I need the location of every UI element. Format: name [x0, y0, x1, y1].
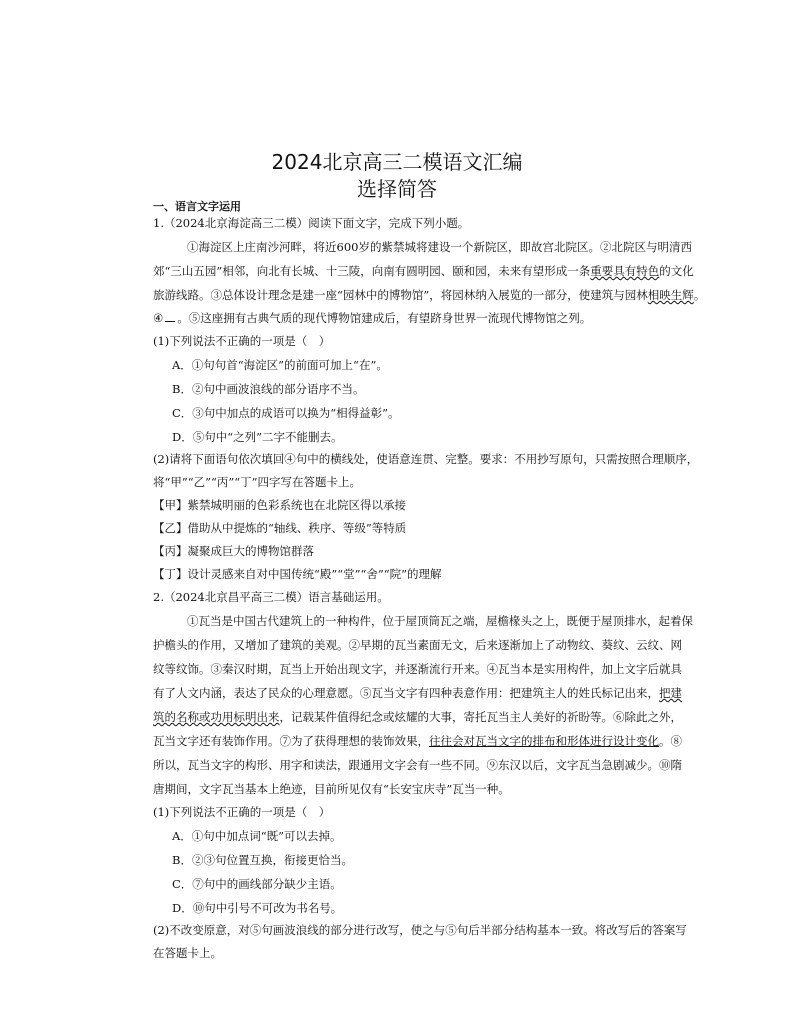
q1-heading: 1.（2024北京海淀高三二模）阅读下面文字，完成下列小题。 — [153, 216, 470, 230]
q1-option-c: C．③句中加点的成语可以换为“相得益彰”。 — [172, 406, 400, 420]
q2-passage-line: 瓦当文字还有装饰作用。⑦为了获得理想的装饰效果，往往会对瓦当文字的排布和形体进行设计变化。⑧ — [153, 734, 682, 748]
q2-passage-line: 护檐头的作用，又增加了建筑的美观。②早期的瓦当素面无文，后来逐渐加上了动物纹、葵纹、云纹、网 — [153, 638, 682, 652]
fill-blank — [165, 321, 175, 322]
q1-passage-line: ①海淀区上庄南沙河畔，将近600岁的紫禁城将建设一个新院区，即故宫北院区。②北院区与明清西 — [187, 240, 692, 254]
q2-sub2-prompt: 在答题卡上。 — [153, 946, 222, 960]
q2-passage-line: ①瓦当是中国古代建筑上的一种构件，位于屋顶筒瓦之端，屋檐椽头之上，既便于屋顶排水，起着保 — [187, 614, 693, 628]
q1-sentence-bing: 【丙】凝聚成巨大的博物馆群落 — [153, 544, 314, 558]
q2-option-a: A．①句中加点词“既”可以去掉。 — [172, 829, 342, 843]
q2-option-d: D．⑩句中引号不可改为书名号。 — [172, 901, 343, 915]
q2-option-c: C．⑦句中的画线部分缺少主语。 — [172, 877, 342, 891]
q1-option-b: B．②句中画波浪线的部分语序不当。 — [172, 382, 365, 396]
underlined-text: 往往会对瓦当文字的排布和形体进行设计变化 — [429, 734, 659, 748]
document-title: 2024北京高三二模语文汇编 — [271, 150, 523, 174]
q2-option-b: B．②③句位置互换，衔接更恰当。 — [172, 853, 353, 867]
q2-passage-line: 唐期间，文字瓦当基本上绝迹，目前所见仅有“长安宝庆寺”瓦当一种。 — [153, 782, 510, 796]
q1-passage-line: 郊“三山五园”相邻，向北有长城、十三陵，向南有圆明园、颐和园，未来有望形成一条重要具有特色的文化 — [153, 264, 694, 278]
q2-heading: 2.（2024北京昌平高三二模）语言基础运用。 — [153, 590, 389, 604]
q1-sub1-prompt: (1)下列说法不正确的一项是（ ） — [153, 334, 331, 348]
q2-passage-line: 有了人文内涵，表达了民众的心理意愿。⑤瓦当文字有四种表意作用：把建筑主人的姓氏标记出来，把建 — [153, 686, 682, 700]
q2-passage-line: 所以，瓦当文字的构形、用字和读法，跟通用文字会有一些不同。⑨东汉以后，文字瓦当急剧减少。⑩隋 — [153, 758, 682, 772]
q1-sub2-prompt: 将“甲”“乙”“丙”“丁”四字写在答题卡上。 — [153, 475, 362, 489]
q1-passage-line: 旅游线路。③总体设计理念是建一座“园林中的博物馆”，将园林纳入展览的一部分，使建筑与园林相映生辉。 — [153, 288, 706, 302]
q2-passage-line: 纹等纹饰。③秦汉时期，瓦当上开始出现文字，并逐渐流行开来。④瓦当本是实用构件，加上文字后就具 — [153, 662, 682, 676]
wavy-underline-text: 把建 — [659, 686, 682, 700]
q1-passage-line: ④ 。⑤这座拥有古典气质的现代博物馆建成后，有望跻身世界一流现代博物馆之列。 — [153, 311, 592, 325]
section-heading: 一、语言文字运用 — [153, 200, 241, 213]
document-subtitle: 选择简答 — [357, 177, 437, 201]
wavy-underline-text: 重要具有特色 — [590, 264, 660, 278]
q1-sentence-jia: 【甲】紫禁城明丽的色彩系统也在北院区得以承接 — [153, 498, 406, 512]
dotted-idiom: 相映生辉 — [647, 288, 694, 302]
wavy-underline-text: 筑的名称或功用标明出来 — [153, 710, 280, 724]
q1-sentence-yi: 【乙】借助从中提炼的“轴线、秩序、等级”等特质 — [153, 521, 407, 535]
q2-sub1-prompt: (1)下列说法不正确的一项是（ ） — [153, 805, 331, 819]
q1-sub2-prompt: (2)请将下面语句依次填回④句中的横线处，使语意连贯、完整。要求：不用抄写原句，只需按照合理顺序， — [153, 452, 699, 466]
q2-passage-line: 筑的名称或功用标明出来，记载某件值得纪念或炫耀的大事，寄托瓦当主人美好的祈盼等。⑥除此之外， — [153, 710, 682, 724]
q1-sentence-ding: 【丁】设计灵感来自对中国传统“殿”“堂”“舍”“院”的理解 — [153, 567, 442, 581]
q1-option-d: D．⑤句中“之列”二字不能删去。 — [172, 430, 343, 444]
q2-sub2-prompt: (2)不改变原意，对⑤句画波浪线的部分进行改写，使之与⑤句后半部分结构基本一致。将改写后的答案写 — [153, 923, 687, 937]
q1-option-a: A．①句句首“海淀区”的前面可加上“在”。 — [172, 358, 388, 372]
